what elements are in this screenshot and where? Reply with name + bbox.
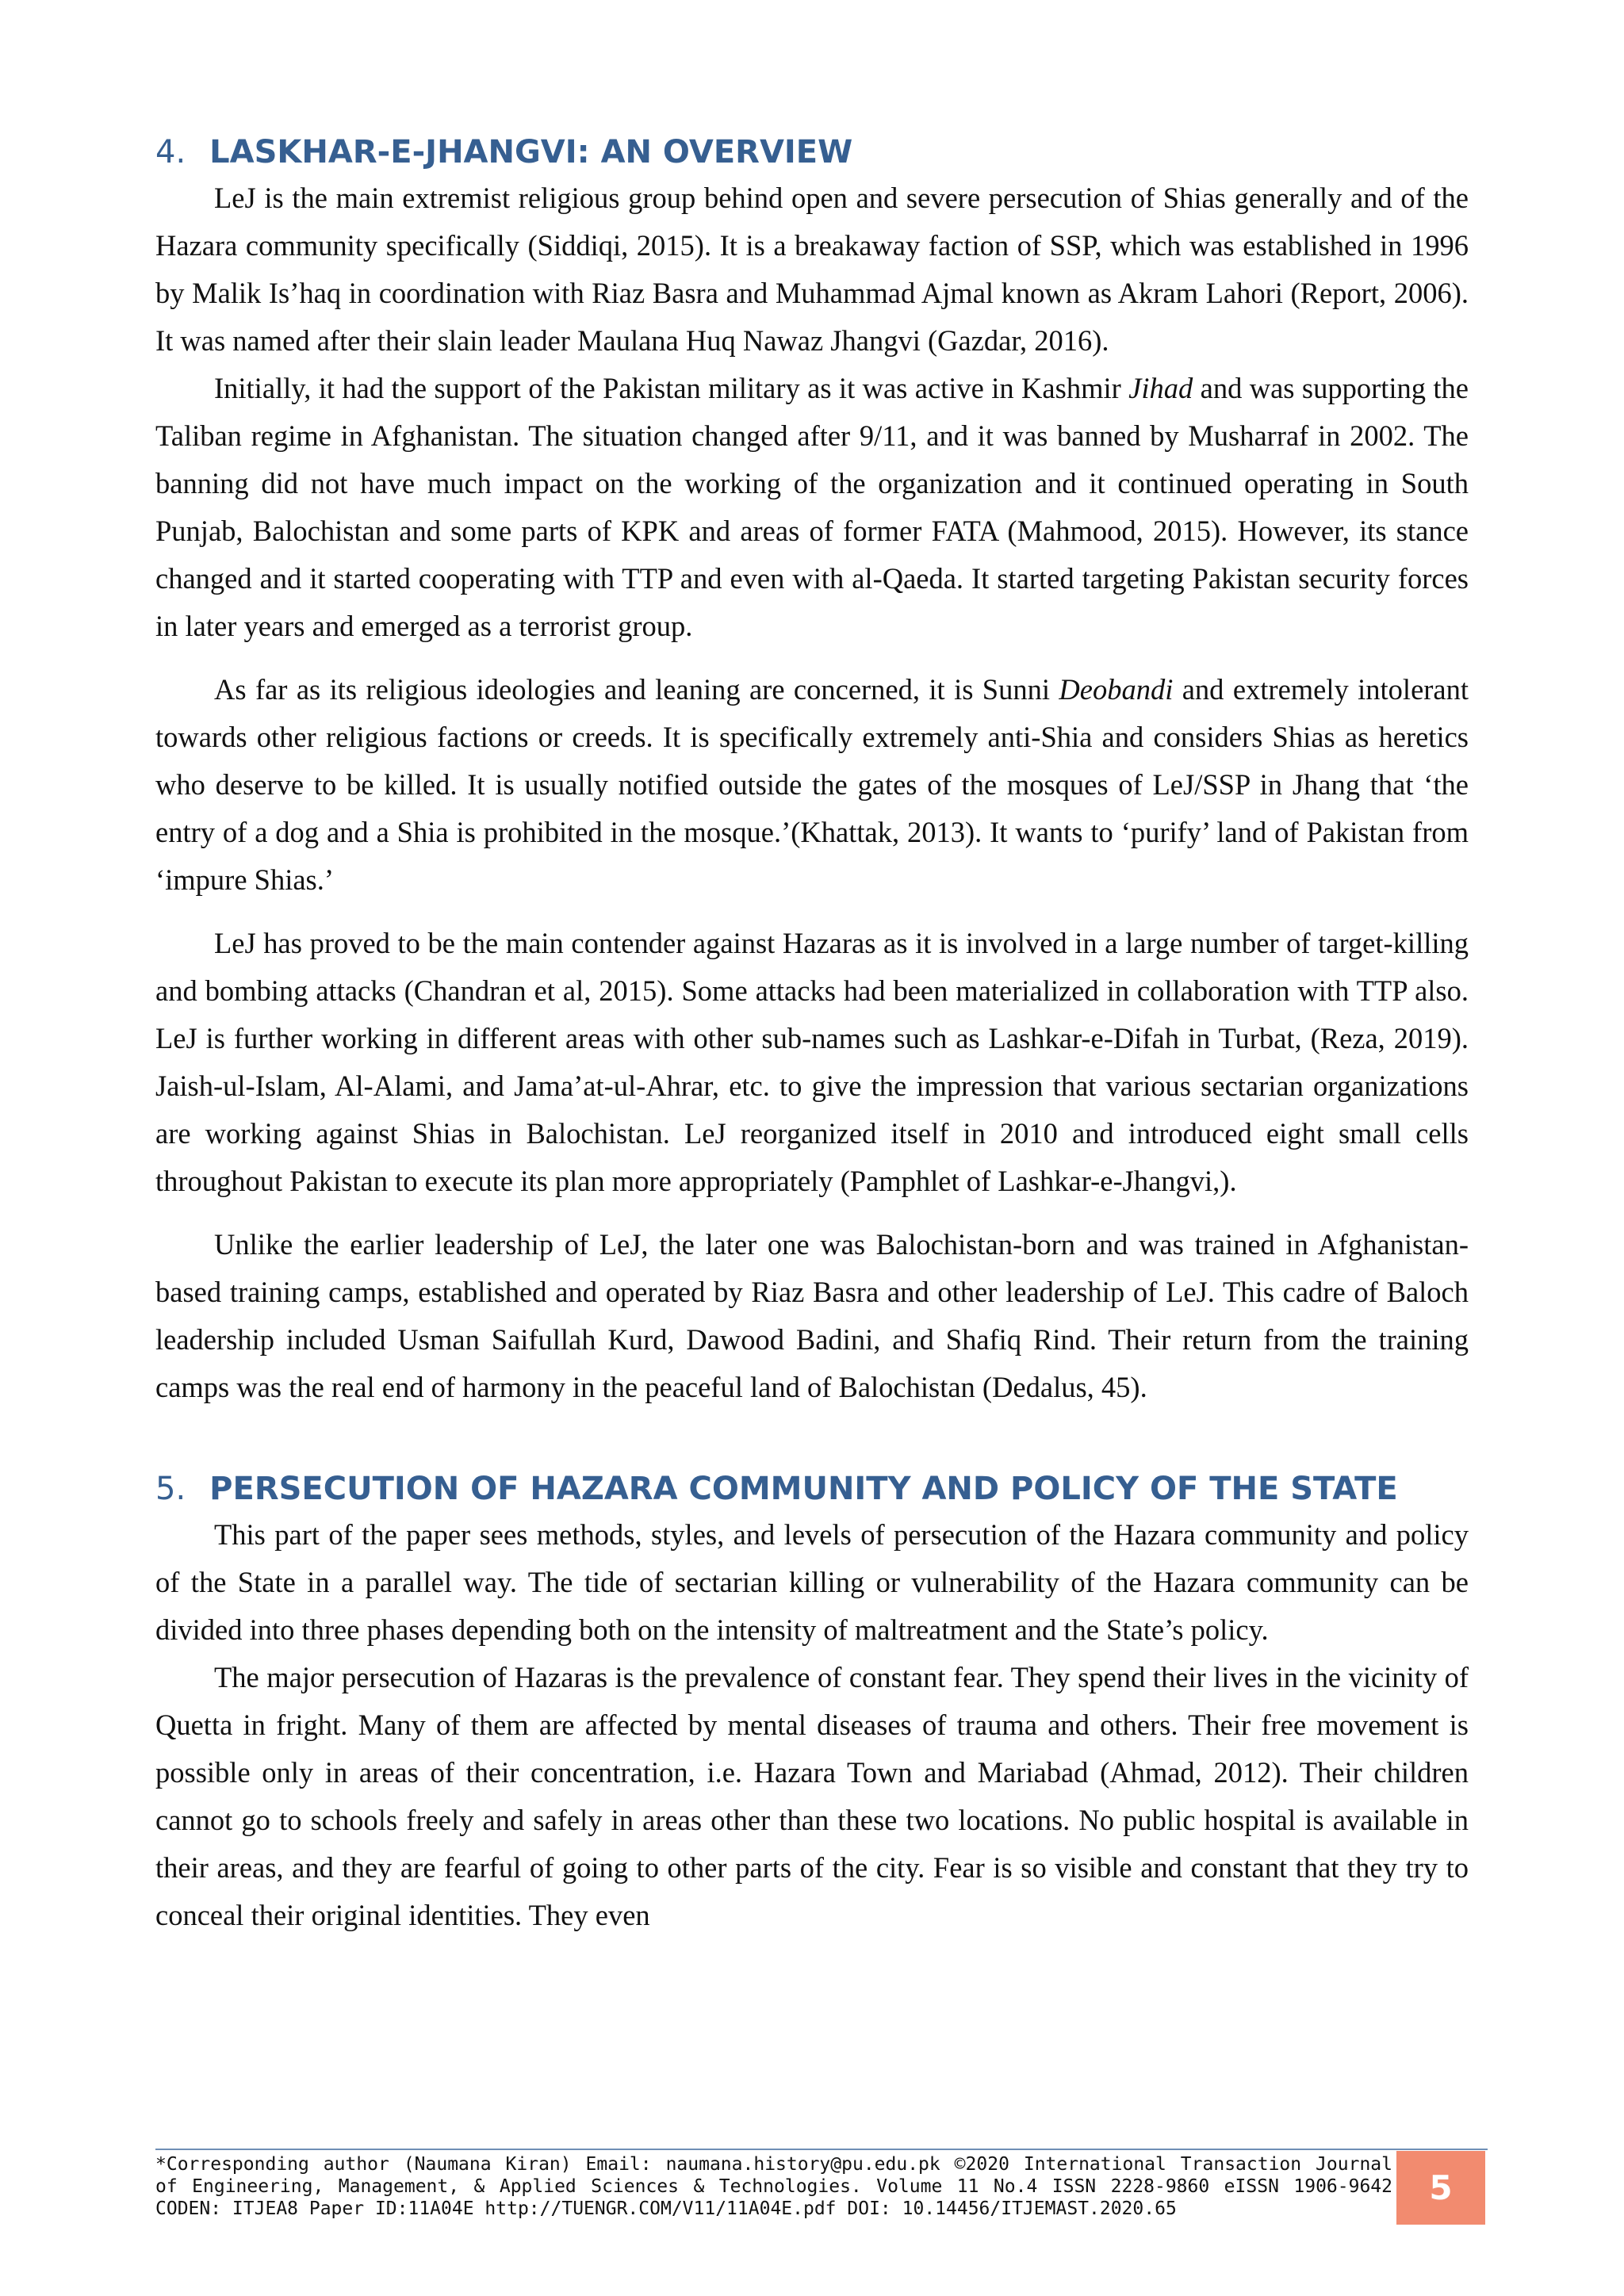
section-4-paragraph-3: [155, 666, 1469, 904]
para-text: As far as its religious ideologies and leaning are concerned, it is Sunni: [214, 673, 1059, 706]
section-5-paragraph-1: This part of the paper sees methods, styles, and levels of persecution of the Hazara community and policy of the State in a parallel way. The tide of sectarian killing or vulnerability of the Hazara community can be divided into three phases depending both on the intensity of maltreatment and the State’s policy.: [155, 1518, 1469, 1646]
section-5-title: PERSECUTION OF HAZARA COMMUNITY AND POLICY OF THE STATE: [209, 1471, 1398, 1507]
emphasis-jihad: Jihad: [1128, 372, 1193, 404]
section-4-paragraph-5: Unlike the earlier leadership of LeJ, the later one was Balochistan-born and was trained in Afghanistan-based training camps, established and operated by Riaz Basra and other leadership of LeJ. This cadre of Baloch leadership included Usman Saifullah Kurd, Dawood Badini, and Shafiq Rind. Their return from the training camps was the real end of harmony in the peaceful land of Balochistan (Dedalus, 45).: [155, 1228, 1469, 1403]
section-4-title: LASKHAR-E-JHANGVI: AN OVERVIEW: [209, 134, 853, 170]
section-5-number: 5.: [155, 1471, 186, 1507]
footer-citation: *Corresponding author (Naumana Kiran) Email: naumana.history@pu.edu.pk ©2020 International Transaction Journal of Engineering, Management, & Applied Sciences & Technologies. Volume 11 No.4 ISSN 2228-9860 eISSN 1906-9642 CODEN: ITJEA8 Paper ID:11A04E http://TUENGR.COM/V11/11A04E.pdf DOI: 10.14456/ITJEMAST.2020.65: [155, 2154, 1392, 2219]
emphasis-deobandi: Deobandi: [1059, 673, 1174, 706]
section-4-paragraph-2: [155, 365, 1469, 650]
section-5-paragraph-2: The major persecution of Hazaras is the prevalence of constant fear. They spend their lives in the vicinity of Quetta in fright. Many of them are affected by mental diseases of trauma and others. Their free movement is possible only in areas of their concentration, i.e. Hazara Town and Mariabad (Ahmad, 2012). Their children cannot go to schools freely and safely in areas other than these two locations. No public hospital is available in their areas, and they are fearful of going to other parts of the city. Fear is so visible and constant that they try to conceal their original identities. They even: [155, 1661, 1469, 1931]
section-4-number: 4.: [155, 134, 186, 170]
section-5-heading: [155, 1467, 1469, 1511]
page-number-badge: 5: [1396, 2151, 1485, 2225]
page-content: [155, 130, 1469, 1939]
section-4-paragraph-4: LeJ has proved to be the main contender against Hazaras as it is involved in a large number of target-killing and bombing attacks (Chandran et al, 2015). Some attacks had been materialized in collaboration with TTP also. LeJ is further working in different areas with other sub-names such as Lashkar-e-Difah in Turbat, (Reza, 2019). Jaish-ul-Islam, Al-Alami, and Jama’at-ul-Ahrar, etc. to give the impression that various sectarian organizations are working against Shias in Balochistan. LeJ reorganized itself in 2010 and introduced eight small cells throughout Pakistan to execute its plan more appropriately (Pamphlet of Lashkar-e-Jhangvi,).: [155, 927, 1469, 1197]
para-text: Initially, it had the support of the Pakistan military as it was active in Kashmir: [214, 372, 1129, 404]
footer-divider: [155, 2149, 1488, 2150]
para-text: and extremely intolerant towards other religious factions or creeds. It is specifically extremely anti-Shia and considers Shias as heretics who deserve to be killed. It is usually notified outside the gates of the mosques of LeJ/SSP in Jhang that ‘the entry of a dog and a Shia is prohibited in the mosque.’(Khattak, 2013). It wants to ‘purify’ land of Pakistan from ‘impure Shias.’: [155, 673, 1469, 896]
para-text: and was supporting the Taliban regime in Afghanistan. The situation changed after 9/11, and it was banned by Musharraf in 2002. The banning did not have much impact on the working of the organization and it continued operating in South Punjab, Balochistan and some parts of KPK and areas of former FATA (Mahmood, 2015). However, its stance changed and it started cooperating with TTP and even with al-Qaeda. It started targeting Pakistan security forces in later years and emerged as a terrorist group.: [155, 372, 1469, 642]
section-4-paragraph-1: LeJ is the main extremist religious group behind open and severe persecution of Shias generally and of the Hazara community specifically (Siddiqi, 2015). It is a breakaway faction of SSP, which was established in 1996 by Malik Is’haq in coordination with Riaz Basra and Muhammad Ajmal known as Akram Lahori (Report, 2006). It was named after their slain leader Maulana Huq Nawaz Jhangvi (Gazdar, 2016).: [155, 182, 1469, 357]
section-4-heading: [155, 130, 1469, 174]
